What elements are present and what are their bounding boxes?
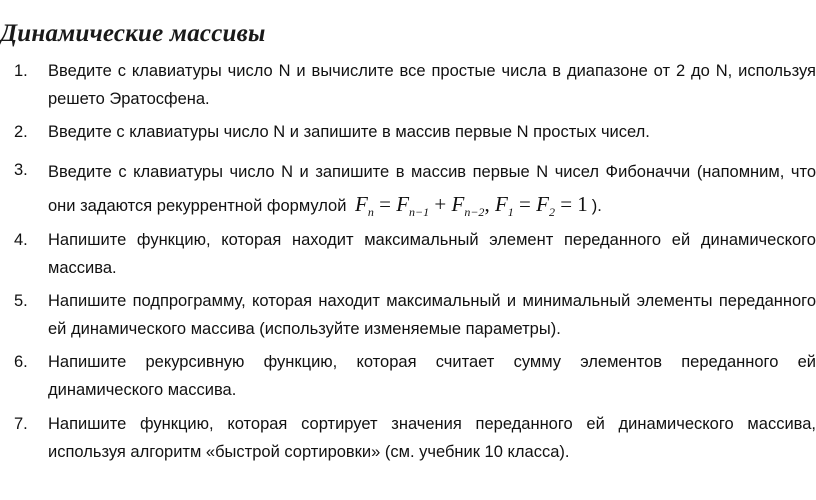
- item-text: Напишите функцию, которая находит максимальный элемент переданного ей динамического массива.: [48, 231, 816, 277]
- item-number: 5.: [14, 292, 28, 310]
- item-text: [48, 156, 816, 228]
- list-item: [14, 156, 816, 228]
- item-text-before: Введите с клавиатуры число N и запишите в массив первые N чисел Фибоначчи (напомним, что они задаются рекуррентной формулой: [48, 163, 816, 215]
- item-text: Введите с клавиатуры число N и запишите в массив первые N простых чисел.: [48, 123, 650, 141]
- item-number: 7.: [14, 415, 28, 433]
- list-item: [14, 348, 816, 404]
- item-number: 4.: [14, 231, 28, 249]
- item-text: Напишите рекурсивную функцию, которая считает сумму элементов переданного ей динамического массива.: [48, 353, 816, 399]
- item-text: Напишите подпрограмму, которая находит максимальный и минимальный элементы переданного ей динамического массива (используйте изменяемые параметры).: [48, 292, 816, 338]
- list-item: [14, 226, 816, 282]
- fibonacci-formula: $F_n = F_{n-1} + F_{n-2}$, $F_1 = F_2 = 1$: [355, 192, 588, 220]
- item-number: 3.: [14, 161, 28, 179]
- list-item: [14, 57, 816, 113]
- page-title: Динамические массивы: [0, 20, 266, 47]
- item-text: Введите с клавиатуры число N и вычислите все простые числа в диапазоне от 2 до N, используя решето Эратосфена.: [48, 62, 816, 108]
- item-number: 2.: [14, 123, 28, 141]
- item-text-after: ).: [591, 197, 602, 215]
- list-item: [14, 410, 816, 466]
- item-number: 1.: [14, 62, 28, 80]
- item-number: 6.: [14, 353, 28, 371]
- list-item: [14, 118, 816, 146]
- item-text: Напишите функцию, которая сортирует значения переданного ей динамического массива, используя алгоритм «быстрой сортировки» (см. учебник 10 класса).: [48, 415, 816, 461]
- list-item: [14, 287, 816, 343]
